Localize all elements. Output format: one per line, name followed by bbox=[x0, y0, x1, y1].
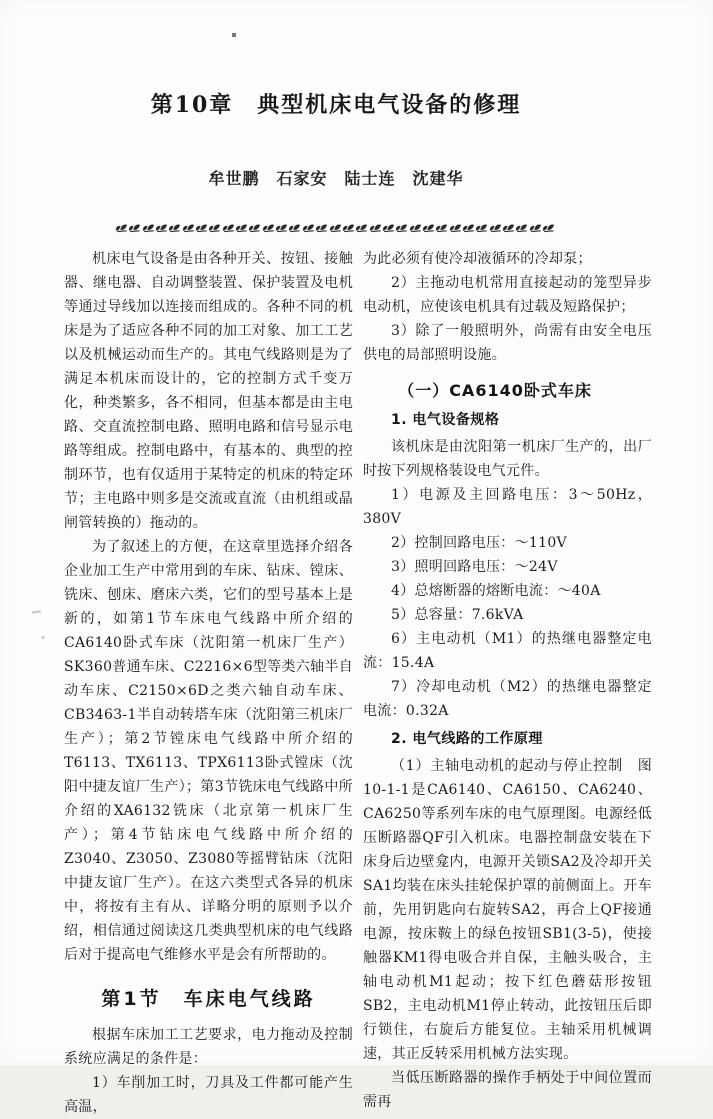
requirement-item-3: 3）除了一般照明外，尚需有由安全电压供电的局部照明设施。 bbox=[363, 323, 652, 363]
leaf-ornament-icon bbox=[248, 221, 261, 233]
scan-speck bbox=[41, 636, 45, 639]
scan-speck bbox=[32, 610, 41, 613]
para-chapter-overview: 为了叙述上的方便，在这章里选择介绍各企业加工生产中常用到的车床、钻床、镗床、铣床、刨床、磨床六类，它们的型号基本上是新的，如第1节车床电气线路中所介绍的CA6140卧式车床（沈阳第一机床厂生产）SK360普通车床、C2216×6型等类六轴半自动车床、C2150×6D之类六轴自动车床、CB3463-1半自动转塔车床（沈阳第三机床厂生产）；第2节镗床电气线路中所介绍的T6113、TX6113、TPX6113卧式镗床（沈阳中捷友谊厂生产）；第3节铣床电气线路中所介绍的XA6132铣床（北京第一机床厂生产）；第4节钻床电气线路中所介绍的Z3040、Z3050、Z3080等摇臂钻床（沈阳中捷友谊厂生产）。在这六类型式各异的机床中，将按有主有从、详略分明的原则予以介绍，相信通过阅读这几类典型机床的电气线路后对于提高电气维修水平是会有所帮助的。 bbox=[64, 539, 353, 963]
leaf-ornament-icon bbox=[195, 221, 208, 233]
spec-item: 7）冷却电动机（M2）的热继电器整定电流：0.32A bbox=[363, 679, 652, 719]
leaf-ornament-icon bbox=[128, 221, 141, 233]
two-column-text bbox=[64, 247, 652, 1119]
para-lathe-requirements: 根据车床加工工艺要求，电力拖动及控制系统应满足的条件是： bbox=[64, 1027, 353, 1067]
leaf-ornament-icon bbox=[449, 221, 462, 233]
leaf-ornament-icon bbox=[182, 221, 195, 233]
scan-speck bbox=[232, 33, 236, 37]
leaf-ornament-icon bbox=[382, 221, 395, 233]
spec-item: 4）总熔断器的熔断电流：～40A bbox=[391, 583, 601, 599]
leaf-ornament-icon bbox=[288, 221, 301, 233]
leaf-ornament-icon bbox=[262, 221, 275, 233]
leaf-ornament-icon bbox=[515, 221, 528, 233]
spec-item: 5）总容量：7.6kVA bbox=[391, 607, 524, 623]
leaf-ornament-icon bbox=[462, 221, 475, 233]
leaf-ornament-icon bbox=[489, 221, 502, 233]
chapter-title: 第10章 典型机床电气设备的修理 bbox=[150, 92, 522, 118]
leaf-ornament-icon bbox=[315, 221, 328, 233]
leaf-ornament-icon bbox=[529, 221, 542, 233]
leaf-ornament-icon bbox=[475, 221, 488, 233]
leaf-ornament-icon bbox=[369, 221, 382, 233]
para-machine-electric-intro: 机床电气设备是由各种开关、按钮、接触器、继电器、自动调整装置、保护装置及电机等通过导线加以连接而组成的。各种不同的机床是为了适应各种不同的加工对象、加工工艺以及机械运动而生产的。其电气线路则是为了满足本机床而设计的，它的控制方式千变万化，种类繁多，各不相同，但基本都是由主电路、交直流控制电路、照明电路和信号显示电路等组成。控制电路中，有基本的、典型的控制环节，也有仅适用于某特定的机床的特定环节；主电路中则多是交流或直流（由机组或晶闸管转换的）拖动的。 bbox=[64, 251, 353, 531]
leaf-ornament-icon bbox=[395, 221, 408, 233]
para-breaker-handle: 当低压断路器的操作手柄处于中间位置而需再 bbox=[363, 1070, 652, 1110]
leaf-ornament-icon bbox=[542, 221, 555, 233]
leaf-ornament-icon bbox=[235, 221, 248, 233]
spec-intro: 该机床是由沈阳第一机床厂生产的，出厂时按下列规格装设电气元件。 bbox=[363, 439, 652, 479]
leaf-ornament-icon bbox=[302, 221, 315, 233]
leaf-ornament-icon bbox=[409, 221, 422, 233]
leaf-ornament-icon bbox=[222, 221, 235, 233]
leaf-ornament-icon bbox=[155, 221, 168, 233]
principle-heading: 2. 电气线路的工作原理 bbox=[391, 731, 543, 747]
spec-item: 1）电源及主回路电压：3～50Hz，380V bbox=[363, 487, 652, 527]
spec-item: 2）控制回路电压：～110V bbox=[391, 535, 567, 551]
leaf-ornament-icon bbox=[142, 221, 155, 233]
left-column bbox=[64, 247, 353, 1119]
leaf-ornament-icon bbox=[115, 221, 128, 233]
spec-item: 6）主电动机（M1）的热继电器整定电流：15.4A bbox=[363, 631, 652, 671]
leaf-ornament-icon bbox=[355, 221, 368, 233]
leaf-ornament-icon bbox=[422, 221, 435, 233]
right-column bbox=[363, 247, 652, 1119]
leaf-ornament-icon bbox=[275, 221, 288, 233]
para-spindle-motor-control: （1）主轴电动机的起动与停止控制 图10-1-1是CA6140、CA6150、CA6240、CA6250等系列车床的电气原理图。电源经低压断路器QF引入机床。电器控制盘安装在下床身后边壁龛内，电源开关锁SA2及冷却开关SA1均装在床头挂轮保护罩的前侧面上。开车前，先用钥匙向右旋转SA2，再合上QF接通电源，按床鞍上的绿色按钮SB1(3-5)，使接触器KM1得电吸合并自保，主触头吸合，主轴电动机M1起动；按下红色蘑菇形按钮SB2，主电动机M1停止转动，此按钮压后即行锁住，右旋后方能复位。主轴采用机械调速，其正反转采用机械方法实现。 bbox=[363, 758, 652, 1062]
spec-item: 3）照明回路电压：～24V bbox=[391, 559, 558, 575]
section-1-heading: 第1节 车床电气线路 bbox=[101, 988, 316, 1010]
subsection-ca6140-heading: （一）CA6140卧式车床 bbox=[398, 381, 592, 400]
requirement-item-2: 2）主拖动电机常用直接起动的笼型异步电动机，应使该电机具有过载及短路保护； bbox=[363, 275, 652, 315]
leaf-ornament-icon bbox=[435, 221, 448, 233]
requirement-item-1-continued: 为此必须有使冷却液循环的冷却泵； bbox=[363, 251, 592, 267]
requirement-item-1: 1）车削加工时，刀具及工件都可能产生高温， bbox=[64, 1075, 353, 1115]
authors-line: 牟世鹏 石家安 陆士连 沈建华 bbox=[208, 169, 464, 188]
ornament-divider bbox=[115, 220, 555, 234]
spec-heading: 1. 电气设备规格 bbox=[391, 412, 500, 428]
leaf-ornament-icon bbox=[168, 221, 181, 233]
leaf-ornament-icon bbox=[502, 221, 515, 233]
leaf-ornament-icon bbox=[329, 221, 342, 233]
leaf-ornament-icon bbox=[342, 221, 355, 233]
leaf-ornament-icon bbox=[208, 221, 221, 233]
